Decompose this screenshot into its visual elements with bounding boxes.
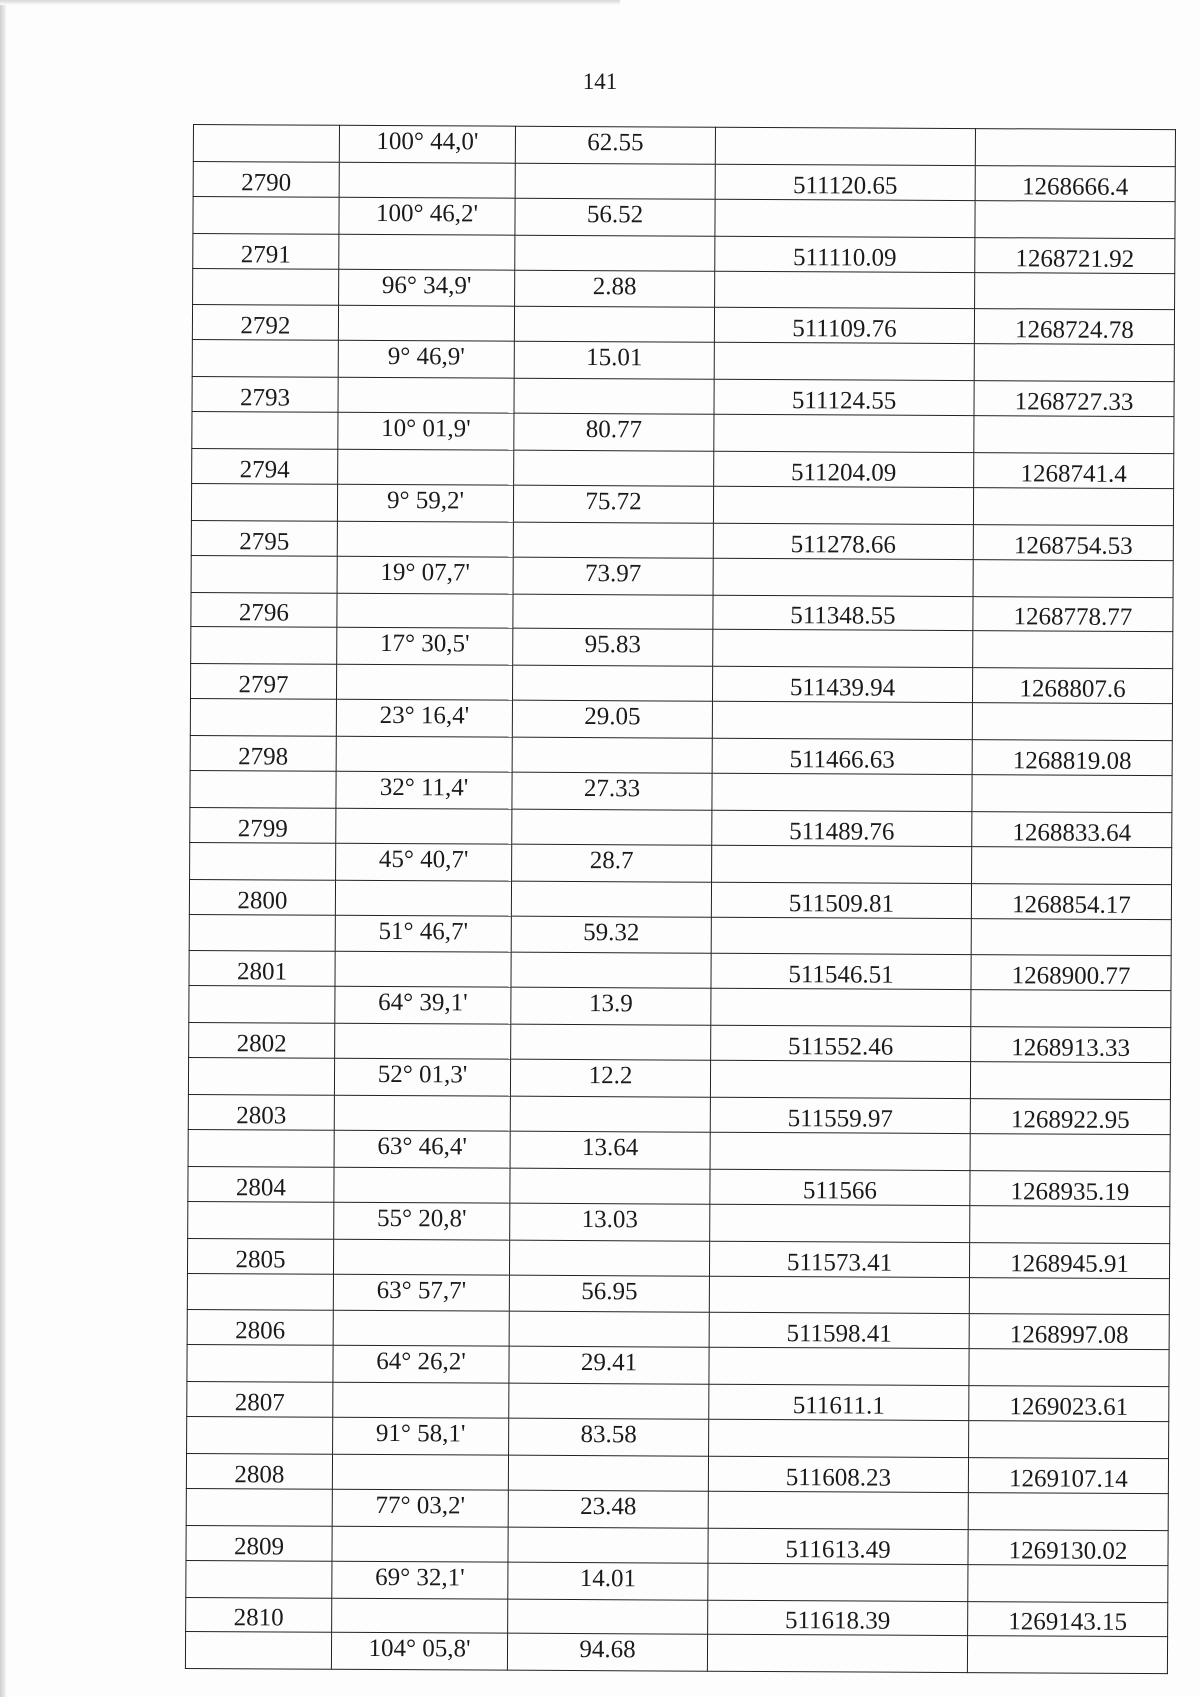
y-coordinate-cell: 1268754.53 <box>973 524 1173 560</box>
direction-angle-cell <box>333 1311 509 1347</box>
direction-angle-cell: 55° 20,8' <box>334 1202 510 1240</box>
segment-length-cell <box>513 522 713 558</box>
segment-length-cell: 95.83 <box>513 629 713 667</box>
point-row <box>187 1238 1169 1278</box>
segment-row <box>193 196 1175 238</box>
x-coordinate-cell: 511110.09 <box>715 236 975 272</box>
x-coordinate-cell: 511566 <box>710 1169 970 1205</box>
point-row <box>189 1023 1171 1063</box>
segment-length-cell <box>511 881 711 917</box>
point-number-cell <box>193 268 339 306</box>
direction-angle-cell <box>338 377 514 413</box>
x-coordinate-cell <box>712 845 972 883</box>
x-coordinate-cell <box>710 1204 970 1242</box>
y-coordinate-cell: 1268935.19 <box>970 1170 1170 1206</box>
x-coordinate-cell <box>714 414 974 452</box>
x-coordinate-cell <box>712 701 972 739</box>
x-coordinate-cell: 511573.41 <box>709 1241 969 1277</box>
point-number-cell: 2800 <box>189 879 335 915</box>
segment-length-cell: 28.7 <box>512 844 712 882</box>
point-number-cell <box>188 1129 334 1167</box>
direction-angle-cell: 63° 57,7' <box>333 1274 509 1312</box>
segment-row <box>193 125 1175 167</box>
segment-row <box>190 771 1172 813</box>
direction-angle-cell: 23° 16,4' <box>336 700 512 738</box>
point-number-cell: 2799 <box>190 807 336 843</box>
point-number-cell <box>191 627 337 665</box>
segment-row <box>191 555 1173 597</box>
segment-length-cell: 12.2 <box>510 1059 710 1097</box>
direction-angle-cell: 9° 59,2' <box>337 484 513 522</box>
y-coordinate-cell <box>975 129 1175 167</box>
x-coordinate-cell <box>713 486 973 524</box>
segment-length-cell <box>509 1383 709 1419</box>
direction-angle-cell <box>333 1382 509 1418</box>
x-coordinate-cell <box>707 1635 967 1673</box>
x-coordinate-cell: 511618.39 <box>708 1600 968 1636</box>
point-number-cell <box>190 842 336 880</box>
y-coordinate-cell <box>969 1277 1169 1315</box>
y-coordinate-cell <box>969 1349 1169 1387</box>
x-coordinate-cell: 511348.55 <box>713 595 973 631</box>
x-coordinate-cell: 511611.1 <box>709 1384 969 1420</box>
x-coordinate-cell: 511120.65 <box>715 164 975 200</box>
coordinate-table <box>185 124 1176 1674</box>
y-coordinate-cell <box>969 1421 1169 1459</box>
segment-row <box>188 1201 1170 1243</box>
point-number-cell: 2801 <box>189 951 335 987</box>
x-coordinate-cell <box>712 773 972 811</box>
direction-angle-cell <box>334 1167 510 1203</box>
point-number-cell: 2804 <box>188 1166 334 1202</box>
y-coordinate-cell: 1268900.77 <box>971 955 1171 991</box>
point-row <box>192 377 1174 417</box>
point-row <box>188 1166 1170 1206</box>
direction-angle-cell <box>339 234 515 270</box>
segment-row <box>187 1417 1169 1459</box>
y-coordinate-cell <box>972 703 1172 741</box>
point-number-cell <box>186 1560 332 1598</box>
direction-angle-cell: 104° 05,8' <box>331 1633 507 1671</box>
point-number-cell <box>192 412 338 450</box>
segment-row <box>189 986 1171 1028</box>
point-number-cell <box>191 555 337 593</box>
y-coordinate-cell <box>970 1134 1170 1172</box>
segment-length-cell <box>508 1455 708 1491</box>
segment-length-cell <box>512 737 712 773</box>
y-coordinate-cell <box>968 1492 1168 1530</box>
segment-length-cell: 13.03 <box>510 1203 710 1241</box>
x-coordinate-cell <box>709 1419 969 1457</box>
direction-angle-cell <box>337 593 513 629</box>
direction-angle-cell: 64° 39,1' <box>335 987 511 1025</box>
scan-edge-shadow <box>0 0 6 1697</box>
segment-length-cell: 2.88 <box>515 270 715 308</box>
segment-length-cell: 75.72 <box>513 485 713 523</box>
segment-length-cell: 13.9 <box>511 988 711 1026</box>
direction-angle-cell: 69° 32,1' <box>332 1561 508 1599</box>
point-number-cell <box>187 1273 333 1311</box>
direction-angle-cell: 17° 30,5' <box>337 628 513 666</box>
point-row <box>190 736 1172 776</box>
segment-row <box>186 1560 1168 1602</box>
segment-row <box>192 340 1174 382</box>
segment-row <box>187 1345 1169 1387</box>
y-coordinate-cell: 1269023.61 <box>969 1386 1169 1422</box>
segment-length-cell: 29.41 <box>509 1346 709 1384</box>
scan-top-shadow <box>0 0 620 5</box>
y-coordinate-cell <box>971 990 1171 1028</box>
point-number-cell <box>186 1488 332 1526</box>
point-row <box>187 1310 1169 1350</box>
x-coordinate-cell: 511559.97 <box>710 1097 970 1133</box>
point-row <box>186 1525 1168 1565</box>
direction-angle-cell <box>335 1024 511 1060</box>
segment-row <box>189 914 1171 956</box>
y-coordinate-cell: 1268997.08 <box>969 1314 1169 1350</box>
x-coordinate-cell <box>714 343 974 381</box>
segment-length-cell <box>514 307 714 343</box>
x-coordinate-cell <box>709 1348 969 1386</box>
direction-angle-cell <box>339 162 515 198</box>
x-coordinate-cell: 511613.49 <box>708 1528 968 1564</box>
direction-angle-cell <box>336 808 512 844</box>
segment-length-cell <box>514 378 714 414</box>
segment-length-cell: 15.01 <box>514 342 714 380</box>
point-number-cell: 2806 <box>187 1310 333 1346</box>
direction-angle-cell <box>332 1454 508 1490</box>
segment-length-cell: 83.58 <box>509 1418 709 1456</box>
segment-row <box>190 699 1172 741</box>
y-coordinate-cell: 1268854.17 <box>971 883 1171 919</box>
segment-length-cell: 13.64 <box>510 1131 710 1169</box>
x-coordinate-cell <box>709 1276 969 1314</box>
segment-row <box>192 412 1174 454</box>
x-coordinate-cell <box>715 127 975 165</box>
segment-row <box>191 483 1173 525</box>
segment-length-cell <box>508 1527 708 1563</box>
point-number-cell <box>191 483 337 521</box>
segment-length-cell <box>514 450 714 486</box>
point-number-cell: 2791 <box>193 233 339 269</box>
point-number-cell <box>187 1345 333 1383</box>
x-coordinate-cell: 511466.63 <box>712 738 972 774</box>
y-coordinate-cell: 1269107.14 <box>968 1458 1168 1494</box>
y-coordinate-cell <box>973 487 1173 525</box>
direction-angle-cell: 9° 46,9' <box>338 341 514 379</box>
y-coordinate-cell: 1268922.95 <box>970 1099 1170 1135</box>
segment-row <box>187 1273 1169 1315</box>
page-number: 141 <box>582 69 618 94</box>
y-coordinate-cell: 1269143.15 <box>968 1601 1168 1637</box>
segment-length-cell: 73.97 <box>513 557 713 595</box>
x-coordinate-cell <box>710 1060 970 1098</box>
segment-length-cell <box>511 1024 711 1060</box>
y-coordinate-cell <box>972 775 1172 813</box>
x-coordinate-cell: 511598.41 <box>709 1313 969 1349</box>
segment-length-cell: 62.55 <box>515 126 715 164</box>
x-coordinate-cell: 511204.09 <box>714 451 974 487</box>
direction-angle-cell <box>338 449 514 485</box>
direction-angle-cell <box>332 1598 508 1634</box>
x-coordinate-cell: 511552.46 <box>711 1025 971 1061</box>
x-coordinate-cell: 511509.81 <box>711 882 971 918</box>
point-number-cell <box>188 1201 334 1239</box>
x-coordinate-cell <box>708 1491 968 1529</box>
segment-row <box>193 268 1175 310</box>
point-number-cell <box>189 986 335 1024</box>
point-number-cell <box>185 1632 331 1670</box>
point-number-cell: 2792 <box>192 305 338 341</box>
segment-length-cell <box>515 235 715 271</box>
segment-length-cell <box>510 1096 710 1132</box>
y-coordinate-cell <box>975 200 1175 238</box>
x-coordinate-cell: 511278.66 <box>713 523 973 559</box>
point-number-cell <box>188 1058 334 1096</box>
point-number-cell <box>187 1417 333 1455</box>
y-coordinate-cell <box>975 272 1175 310</box>
point-number-cell <box>193 125 339 163</box>
segment-length-cell: 23.48 <box>508 1490 708 1528</box>
direction-angle-cell <box>334 1095 510 1131</box>
y-coordinate-cell <box>971 918 1171 956</box>
point-number-cell <box>189 914 335 952</box>
x-coordinate-cell: 511608.23 <box>708 1456 968 1492</box>
y-coordinate-cell <box>973 559 1173 597</box>
point-number-cell: 2795 <box>191 520 337 556</box>
y-coordinate-cell: 1268721.92 <box>975 237 1175 273</box>
y-coordinate-cell: 1268833.64 <box>972 812 1172 848</box>
segment-row <box>188 1129 1170 1171</box>
segment-length-cell <box>515 163 715 199</box>
x-coordinate-cell: 511489.76 <box>712 810 972 846</box>
direction-angle-cell: 100° 46,2' <box>339 197 515 235</box>
segment-length-cell: 59.32 <box>511 916 711 954</box>
y-coordinate-cell <box>970 1205 1170 1243</box>
direction-angle-cell: 91° 58,1' <box>333 1417 509 1455</box>
direction-angle-cell <box>332 1526 508 1562</box>
y-coordinate-cell: 1268666.4 <box>975 165 1175 201</box>
direction-angle-cell <box>338 306 514 342</box>
x-coordinate-cell <box>711 989 971 1027</box>
point-number-cell: 2808 <box>186 1453 332 1489</box>
point-number-cell: 2796 <box>191 592 337 628</box>
direction-angle-cell: 45° 40,7' <box>336 843 512 881</box>
point-number-cell <box>193 196 339 234</box>
segment-length-cell <box>511 953 711 989</box>
y-coordinate-cell <box>968 1564 1168 1602</box>
direction-angle-cell: 10° 01,9' <box>338 412 514 450</box>
point-number-cell: 2794 <box>192 449 338 485</box>
x-coordinate-cell: 511109.76 <box>714 308 974 344</box>
segment-row <box>185 1632 1167 1674</box>
point-row <box>191 520 1173 560</box>
point-row <box>192 449 1174 489</box>
point-number-cell: 2805 <box>187 1238 333 1274</box>
y-coordinate-cell <box>970 1062 1170 1100</box>
y-coordinate-cell: 1269130.02 <box>968 1529 1168 1565</box>
x-coordinate-cell: 511439.94 <box>712 667 972 703</box>
y-coordinate-cell: 1268778.77 <box>973 596 1173 632</box>
point-number-cell <box>190 699 336 737</box>
direction-angle-cell: 51° 46,7' <box>335 915 511 953</box>
y-coordinate-cell: 1268727.33 <box>974 381 1174 417</box>
point-number-cell: 2807 <box>187 1382 333 1418</box>
y-coordinate-cell: 1268724.78 <box>974 309 1174 345</box>
direction-angle-cell <box>336 736 512 772</box>
x-coordinate-cell <box>710 1132 970 1170</box>
coordinate-table-body <box>185 125 1175 1674</box>
point-number-cell <box>192 340 338 378</box>
y-coordinate-cell <box>967 1636 1167 1674</box>
point-number-cell: 2810 <box>186 1597 332 1633</box>
y-coordinate-cell <box>974 344 1174 382</box>
direction-angle-cell <box>335 952 511 988</box>
y-coordinate-cell: 1268819.08 <box>972 740 1172 776</box>
point-number-cell: 2798 <box>190 736 336 772</box>
point-row <box>187 1382 1169 1422</box>
segment-length-cell: 56.52 <box>515 198 715 236</box>
x-coordinate-cell <box>715 199 975 237</box>
y-coordinate-cell: 1268807.6 <box>972 668 1172 704</box>
direction-angle-cell: 32° 11,4' <box>336 771 512 809</box>
point-row <box>190 664 1172 704</box>
point-row <box>193 161 1175 201</box>
x-coordinate-cell: 511124.55 <box>714 379 974 415</box>
y-coordinate-cell <box>972 846 1172 884</box>
segment-length-cell <box>512 666 712 702</box>
segment-length-cell: 27.33 <box>512 772 712 810</box>
segment-length-cell <box>513 594 713 630</box>
point-number-cell: 2809 <box>186 1525 332 1561</box>
direction-angle-cell: 77° 03,2' <box>332 1489 508 1527</box>
point-number-cell: 2793 <box>192 377 338 413</box>
point-row <box>192 305 1174 345</box>
segment-row <box>190 842 1172 884</box>
direction-angle-cell: 63° 46,4' <box>334 1130 510 1168</box>
segment-length-cell <box>508 1599 708 1635</box>
point-number-cell: 2797 <box>190 664 336 700</box>
point-number-cell <box>190 771 336 809</box>
point-row <box>186 1453 1168 1493</box>
y-coordinate-cell: 1268741.4 <box>974 453 1174 489</box>
point-row <box>193 233 1175 273</box>
y-coordinate-cell <box>974 416 1174 454</box>
direction-angle-cell <box>337 521 513 557</box>
segment-row <box>191 627 1173 669</box>
segment-length-cell <box>512 809 712 845</box>
segment-length-cell: 80.77 <box>514 413 714 451</box>
direction-angle-cell: 96° 34,9' <box>339 269 515 307</box>
point-row <box>189 879 1171 919</box>
direction-angle-cell: 100° 44,0' <box>339 125 515 163</box>
point-number-cell: 2803 <box>188 1095 334 1131</box>
segment-length-cell <box>510 1168 710 1204</box>
segment-length-cell: 94.68 <box>507 1634 707 1672</box>
direction-angle-cell: 52° 01,3' <box>334 1058 510 1096</box>
direction-angle-cell <box>333 1239 509 1275</box>
x-coordinate-cell <box>715 271 975 309</box>
segment-length-cell: 56.95 <box>509 1275 709 1313</box>
point-number-cell: 2790 <box>193 161 339 197</box>
y-coordinate-cell: 1268913.33 <box>971 1027 1171 1063</box>
x-coordinate-cell <box>711 917 971 955</box>
point-row <box>189 951 1171 991</box>
segment-row <box>186 1488 1168 1530</box>
x-coordinate-cell <box>708 1563 968 1601</box>
point-row <box>188 1095 1170 1135</box>
segment-length-cell <box>509 1312 709 1348</box>
point-number-cell: 2802 <box>189 1023 335 1059</box>
segment-row <box>188 1058 1170 1100</box>
direction-angle-cell <box>335 880 511 916</box>
y-coordinate-cell: 1268945.91 <box>969 1242 1169 1278</box>
x-coordinate-cell <box>713 558 973 596</box>
x-coordinate-cell: 511546.51 <box>711 954 971 990</box>
x-coordinate-cell <box>713 630 973 668</box>
y-coordinate-cell <box>973 631 1173 669</box>
point-row <box>186 1597 1168 1637</box>
segment-length-cell <box>509 1240 709 1276</box>
direction-angle-cell <box>336 665 512 701</box>
segment-length-cell: 29.05 <box>512 700 712 738</box>
segment-length-cell: 14.01 <box>508 1562 708 1600</box>
point-row <box>190 807 1172 847</box>
direction-angle-cell: 19° 07,7' <box>337 556 513 594</box>
point-row <box>191 592 1173 632</box>
direction-angle-cell: 64° 26,2' <box>333 1346 509 1384</box>
